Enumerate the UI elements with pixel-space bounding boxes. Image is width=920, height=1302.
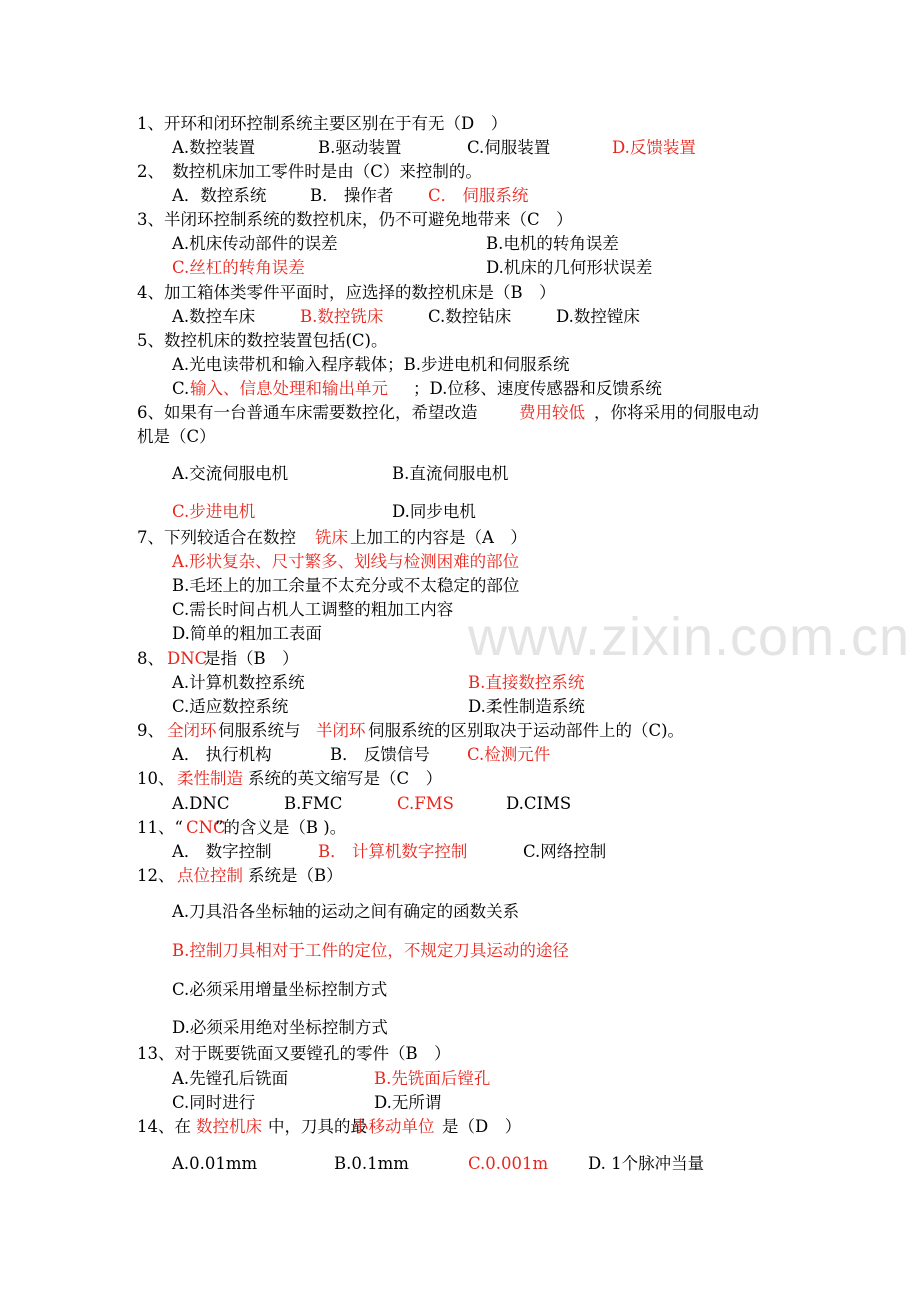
text-segment: 13、对于既要铣面又要镗孔的零件（B ） [137,1044,451,1063]
highlighted-text: 数控机床 [196,1117,262,1136]
text-segment: B.直流伺服电机 [392,464,509,483]
text-segment: D.数控镗床 [556,307,640,326]
text-segment: D.CIMS [506,794,572,813]
highlighted-text: B． 计算机数字控制 [318,842,468,861]
text-segment: B.毛坯上的加工余量不太充分或不太稳定的部位 [172,576,520,595]
text-segment: A.数控车床 [172,307,256,326]
text-segment: C.必须采用增量坐标控制方式 [172,980,388,999]
text-segment: 11、“ [137,818,183,837]
text-segment: 机是（C） [137,427,216,446]
highlighted-text: B.先铣面后镗孔 [374,1069,491,1088]
highlighted-text: C.0.001m [468,1154,549,1173]
text-segment: C.伺服装置 [467,138,551,157]
text-segment: D.无所谓 [374,1093,442,1112]
highlighted-text: 输入、信息处理和输出单元 [190,379,388,398]
text-segment: 14、在 [137,1117,191,1136]
text-segment: 上加工的内容是（A ） [350,528,527,547]
highlighted-text: CNC [186,818,226,837]
text-segment: ，你将采用的伺服电动 [594,403,759,422]
text-segment: D.必须采用绝对坐标控制方式 [172,1018,388,1037]
text-segment: B． 反馈信号 [330,745,430,764]
text-segment: 中，刀具的最 [268,1117,367,1136]
highlighted-text: B.控制刀具相对于工件的定位，不规定刀具运动的途径 [172,941,569,960]
text-segment: 5、数控机床的数控装置包括(C)。 [137,331,388,350]
text-segment: 是（D ） [442,1117,522,1136]
text-segment: C.适应数控系统 [172,697,289,716]
text-segment: A.数控装置 [172,138,256,157]
text-segment: 12、 [137,866,175,885]
highlighted-text: 铣床 [315,528,348,547]
text-segment: 系统是（B） [248,866,343,885]
text-segment: B.驱动装置 [318,138,402,157]
text-segment: A． 数字控制 [172,842,272,861]
text-segment: 6、如果有一台普通车床需要数控化，希望改造 [137,403,478,422]
text-segment: 7、下列较适合在数控 [137,528,296,547]
text-segment: D. 1个脉冲当量 [588,1154,705,1173]
highlighted-text: 费用较低 [519,403,585,422]
highlighted-text: 点位控制 [177,866,243,885]
text-segment: A． 执行机构 [172,745,272,764]
highlighted-text: D.反馈装置 [612,138,696,157]
highlighted-text: B.直接数控系统 [468,673,585,692]
text-segment: ”的含义是（B )。 [215,818,347,837]
text-segment: A．数控系统 [172,186,267,205]
text-segment: 9、 [137,721,164,740]
highlighted-text: C． 伺服系统 [428,186,529,205]
text-segment: B.电机的转角误差 [486,234,619,253]
text-segment: B.FMC [284,794,343,813]
text-segment: C.网络控制 [523,842,607,861]
highlighted-text: 半闭环 [316,721,366,740]
text-segment: 1、开环和闭环控制系统主要区别在于有无（D ） [137,114,508,133]
highlighted-text: B.数控铣床 [300,307,384,326]
text-segment: D.同步电机 [392,502,476,521]
text-segment: 伺服系统与 [218,721,301,740]
highlighted-text: 柔性制造 [177,769,243,788]
text-segment: 4、加工箱体类零件平面时，应选择的数控机床是（B ） [137,283,556,302]
text-segment: D.简单的粗加工表面 [172,624,322,643]
highlighted-text: 全闭环 [167,721,217,740]
text-segment: A.刀具沿各坐标轴的运动之间有确定的函数关系 [172,902,520,921]
text-segment: B.0.1mm [334,1154,409,1173]
text-segment: ；D.位移、速度传感器和反馈系统 [413,379,662,398]
text-segment: A.光电读带机和输入程序载体；B.步进电机和伺服系统 [172,355,570,374]
text-segment: A.机床传动部件的误差 [172,234,338,253]
text-segment: C.数控钻床 [428,307,512,326]
text-segment: C. [172,379,190,398]
text-segment: 是指（B ） [204,649,299,668]
text-segment: 系统的英文缩写是（C ） [248,769,443,788]
text-segment: C.需长时间占机人工调整的粗加工内容 [172,600,454,619]
highlighted-text: A.形状复杂、尺寸繁多、划线与检测困难的部位 [172,552,520,571]
text-segment: D.机床的几何形状误差 [486,258,653,277]
text-segment: A.先镗孔后铣面 [172,1069,289,1088]
text-segment: A.交流伺服电机 [172,464,289,483]
highlighted-text: C.丝杠的转角误差 [172,258,305,277]
highlighted-text: 小移动单位 [352,1117,435,1136]
text-segment: 8、 [137,649,164,668]
text-segment: A.DNC [172,794,230,813]
highlighted-text: C.步进电机 [172,502,256,521]
text-segment: A.0.01mm [172,1154,258,1173]
watermark: www.zixin.com.cn [468,607,911,667]
text-segment: 2、 数控机床加工零件时是由（C）来控制的。 [137,162,482,181]
highlighted-text: DNC [167,649,208,668]
text-segment: 伺服系统的区别取决于运动部件上的（C)。 [368,721,685,740]
text-segment: C.同时进行 [172,1093,256,1112]
text-segment: A.计算机数控系统 [172,673,305,692]
text-segment: 10、 [137,769,175,788]
text-segment: D.柔性制造系统 [468,697,585,716]
text-segment: B． 操作者 [310,186,394,205]
text-segment: 3、半闭环控制系统的数控机床，仍不可避免地带来（C ） [137,210,573,229]
highlighted-text: C.检测元件 [467,745,551,764]
highlighted-text: C.FMS [397,794,454,813]
